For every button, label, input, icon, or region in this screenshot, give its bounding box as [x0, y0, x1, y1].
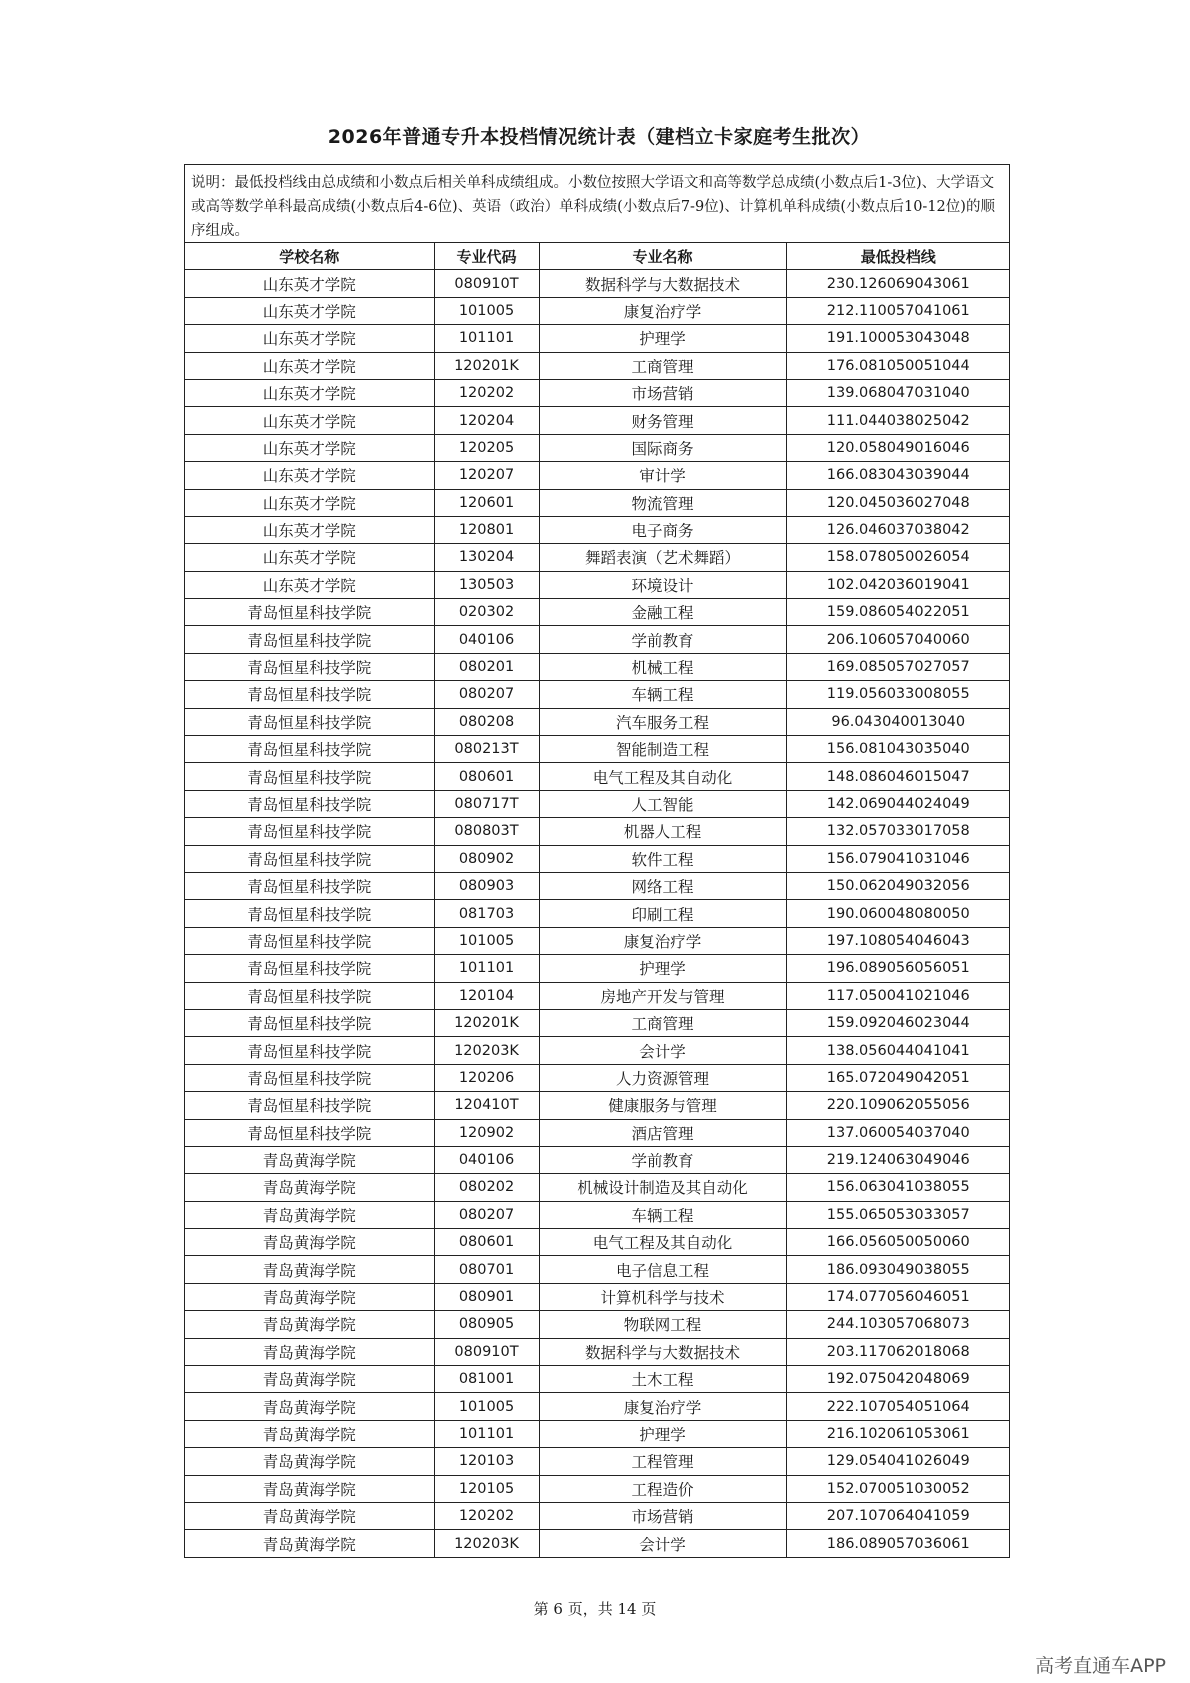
school-name-cell: 青岛恒星科技学院 — [185, 736, 434, 763]
min-score-cell: 119.056033008055 — [786, 681, 1010, 708]
major-code-cell: 120105 — [434, 1475, 539, 1502]
table-row — [185, 790, 1010, 817]
school-name-cell: 山东英才学院 — [185, 297, 434, 324]
table-row — [185, 407, 1010, 434]
min-score-cell: 203.117062018068 — [786, 1338, 1010, 1365]
min-score-cell: 166.083043039044 — [786, 462, 1010, 489]
table-row — [185, 544, 1010, 571]
min-score-cell: 159.086054022051 — [786, 599, 1010, 626]
school-name-cell: 山东英才学院 — [185, 407, 434, 434]
major-code-cell: 120205 — [434, 434, 539, 461]
min-score-cell: 220.109062055056 — [786, 1092, 1010, 1119]
table-row — [185, 1064, 1010, 1091]
major-name-cell: 软件工程 — [539, 845, 786, 872]
major-name-cell: 审计学 — [539, 462, 786, 489]
table-body — [185, 270, 1010, 1557]
major-name-cell: 人工智能 — [539, 790, 786, 817]
table-row — [185, 1475, 1010, 1502]
min-score-cell: 102.042036019041 — [786, 571, 1010, 598]
school-name-cell: 山东英才学院 — [185, 462, 434, 489]
school-name-cell: 青岛黄海学院 — [185, 1201, 434, 1228]
table-row — [185, 434, 1010, 461]
school-name-cell: 青岛恒星科技学院 — [185, 653, 434, 680]
table-row — [185, 1420, 1010, 1447]
major-code-cell: 080601 — [434, 1229, 539, 1256]
school-name-cell: 山东英才学院 — [185, 516, 434, 543]
school-name-cell: 青岛黄海学院 — [185, 1311, 434, 1338]
major-code-cell: 080910T — [434, 270, 539, 297]
table-row — [185, 270, 1010, 297]
major-name-cell: 网络工程 — [539, 872, 786, 899]
table-row — [185, 489, 1010, 516]
school-name-cell: 青岛恒星科技学院 — [185, 1037, 434, 1064]
major-name-cell: 智能制造工程 — [539, 736, 786, 763]
min-score-cell: 111.044038025042 — [786, 407, 1010, 434]
table-row — [185, 681, 1010, 708]
table-row — [185, 872, 1010, 899]
major-name-cell: 汽车服务工程 — [539, 708, 786, 735]
major-name-cell: 电子信息工程 — [539, 1256, 786, 1283]
min-score-cell: 155.065053033057 — [786, 1201, 1010, 1228]
school-name-cell: 青岛恒星科技学院 — [185, 955, 434, 982]
major-name-cell: 电气工程及其自动化 — [539, 1229, 786, 1256]
major-name-cell: 会计学 — [539, 1530, 786, 1557]
table-row — [185, 900, 1010, 927]
min-score-cell: 216.102061053061 — [786, 1420, 1010, 1447]
major-code-cell: 130204 — [434, 544, 539, 571]
table-row — [185, 1502, 1010, 1529]
min-score-cell: 186.093049038055 — [786, 1256, 1010, 1283]
major-name-cell: 印刷工程 — [539, 900, 786, 927]
major-name-cell: 电子商务 — [539, 516, 786, 543]
school-name-cell: 青岛恒星科技学院 — [185, 872, 434, 899]
school-name-cell: 青岛黄海学院 — [185, 1256, 434, 1283]
table-row — [185, 1174, 1010, 1201]
major-code-cell: 080202 — [434, 1174, 539, 1201]
min-score-cell: 191.100053043048 — [786, 325, 1010, 352]
major-code-cell: 080902 — [434, 845, 539, 872]
min-score-cell: 132.057033017058 — [786, 818, 1010, 845]
table-row — [185, 599, 1010, 626]
table-row — [185, 626, 1010, 653]
school-name-cell: 山东英才学院 — [185, 571, 434, 598]
major-code-cell: 080910T — [434, 1338, 539, 1365]
table-row — [185, 818, 1010, 845]
table-row — [185, 1037, 1010, 1064]
major-code-cell: 120203K — [434, 1037, 539, 1064]
major-name-cell: 车辆工程 — [539, 1201, 786, 1228]
major-code-cell: 120207 — [434, 462, 539, 489]
table-row — [185, 1009, 1010, 1036]
major-name-cell: 护理学 — [539, 955, 786, 982]
table-row — [185, 379, 1010, 406]
major-code-cell: 101005 — [434, 927, 539, 954]
school-name-cell: 青岛恒星科技学院 — [185, 1064, 434, 1091]
major-name-cell: 康复治疗学 — [539, 297, 786, 324]
school-name-cell: 山东英才学院 — [185, 489, 434, 516]
table-row — [185, 1283, 1010, 1310]
min-score-cell: 156.079041031046 — [786, 845, 1010, 872]
major-code-cell: 101101 — [434, 325, 539, 352]
major-name-cell: 舞蹈表演（艺术舞蹈） — [539, 544, 786, 571]
min-score-cell: 244.103057068073 — [786, 1311, 1010, 1338]
major-name-cell: 物流管理 — [539, 489, 786, 516]
min-score-cell: 207.107064041059 — [786, 1502, 1010, 1529]
min-score-cell: 169.085057027057 — [786, 653, 1010, 680]
min-score-cell: 174.077056046051 — [786, 1283, 1010, 1310]
major-name-cell: 金融工程 — [539, 599, 786, 626]
major-name-cell: 工商管理 — [539, 352, 786, 379]
min-score-cell: 152.070051030052 — [786, 1475, 1010, 1502]
min-score-cell: 190.060048080050 — [786, 900, 1010, 927]
table-row — [185, 927, 1010, 954]
min-score-cell: 159.092046023044 — [786, 1009, 1010, 1036]
min-score-cell: 137.060054037040 — [786, 1119, 1010, 1146]
table-row — [185, 516, 1010, 543]
school-name-cell: 青岛恒星科技学院 — [185, 763, 434, 790]
table-row — [185, 955, 1010, 982]
min-score-cell: 126.046037038042 — [786, 516, 1010, 543]
major-code-cell: 080208 — [434, 708, 539, 735]
major-name-cell: 计算机科学与技术 — [539, 1283, 786, 1310]
school-name-cell: 青岛黄海学院 — [185, 1229, 434, 1256]
table-row — [185, 845, 1010, 872]
major-code-cell: 080901 — [434, 1283, 539, 1310]
major-code-cell: 101101 — [434, 955, 539, 982]
min-score-cell: 142.069044024049 — [786, 790, 1010, 817]
major-code-cell: 081001 — [434, 1366, 539, 1393]
min-score-cell: 138.056044041041 — [786, 1037, 1010, 1064]
school-name-cell: 青岛黄海学院 — [185, 1393, 434, 1420]
major-code-cell: 080701 — [434, 1256, 539, 1283]
min-score-cell: 120.045036027048 — [786, 489, 1010, 516]
major-name-cell: 康复治疗学 — [539, 1393, 786, 1420]
min-score-cell: 192.075042048069 — [786, 1366, 1010, 1393]
table-row — [185, 1530, 1010, 1557]
school-name-cell: 山东英才学院 — [185, 352, 434, 379]
school-name-cell: 青岛恒星科技学院 — [185, 845, 434, 872]
major-code-cell: 101005 — [434, 297, 539, 324]
major-code-cell: 120202 — [434, 379, 539, 406]
major-code-cell: 080903 — [434, 872, 539, 899]
major-name-cell: 康复治疗学 — [539, 927, 786, 954]
min-score-cell: 222.107054051064 — [786, 1393, 1010, 1420]
table-row — [185, 1366, 1010, 1393]
school-name-cell: 青岛黄海学院 — [185, 1366, 434, 1393]
major-name-cell: 护理学 — [539, 325, 786, 352]
major-name-cell: 酒店管理 — [539, 1119, 786, 1146]
table-row — [185, 1393, 1010, 1420]
major-name-cell: 房地产开发与管理 — [539, 982, 786, 1009]
table-row — [185, 1338, 1010, 1365]
major-code-cell: 040106 — [434, 626, 539, 653]
major-code-cell: 080213T — [434, 736, 539, 763]
header-major-name: 专业名称 — [539, 243, 786, 270]
admission-table — [185, 243, 1010, 1557]
school-name-cell: 青岛恒星科技学院 — [185, 708, 434, 735]
major-code-cell: 120902 — [434, 1119, 539, 1146]
min-score-cell: 120.058049016046 — [786, 434, 1010, 461]
major-name-cell: 机器人工程 — [539, 818, 786, 845]
major-code-cell: 120203K — [434, 1530, 539, 1557]
min-score-cell: 196.089056056051 — [786, 955, 1010, 982]
table-row — [185, 1448, 1010, 1475]
table-row — [185, 571, 1010, 598]
major-code-cell: 101101 — [434, 1420, 539, 1447]
major-name-cell: 工程造价 — [539, 1475, 786, 1502]
school-name-cell: 青岛黄海学院 — [185, 1420, 434, 1447]
table-row — [185, 325, 1010, 352]
major-name-cell: 数据科学与大数据技术 — [539, 270, 786, 297]
major-name-cell: 工程管理 — [539, 1448, 786, 1475]
app-watermark: 高考直通车APP — [1035, 1655, 1166, 1677]
major-code-cell: 080207 — [434, 1201, 539, 1228]
min-score-cell: 219.124063049046 — [786, 1146, 1010, 1173]
major-code-cell: 120202 — [434, 1502, 539, 1529]
school-name-cell: 青岛恒星科技学院 — [185, 790, 434, 817]
min-score-cell: 165.072049042051 — [786, 1064, 1010, 1091]
major-code-cell: 120601 — [434, 489, 539, 516]
major-code-cell: 120104 — [434, 982, 539, 1009]
min-score-cell: 139.068047031040 — [786, 379, 1010, 406]
major-code-cell: 020302 — [434, 599, 539, 626]
major-name-cell: 学前教育 — [539, 1146, 786, 1173]
major-name-cell: 物联网工程 — [539, 1311, 786, 1338]
min-score-cell: 117.050041021046 — [786, 982, 1010, 1009]
major-code-cell: 120103 — [434, 1448, 539, 1475]
table-row — [185, 1119, 1010, 1146]
major-code-cell: 081703 — [434, 900, 539, 927]
school-name-cell: 青岛恒星科技学院 — [185, 1092, 434, 1119]
major-code-cell: 120201K — [434, 1009, 539, 1036]
major-code-cell: 120201K — [434, 352, 539, 379]
school-name-cell: 青岛黄海学院 — [185, 1448, 434, 1475]
school-name-cell: 山东英才学院 — [185, 270, 434, 297]
major-name-cell: 环境设计 — [539, 571, 786, 598]
school-name-cell: 青岛黄海学院 — [185, 1502, 434, 1529]
header-school-name: 学校名称 — [185, 243, 434, 270]
major-name-cell: 车辆工程 — [539, 681, 786, 708]
major-name-cell: 电气工程及其自动化 — [539, 763, 786, 790]
min-score-cell: 166.056050050060 — [786, 1229, 1010, 1256]
major-code-cell: 080207 — [434, 681, 539, 708]
school-name-cell: 青岛恒星科技学院 — [185, 982, 434, 1009]
major-code-cell: 080601 — [434, 763, 539, 790]
major-name-cell: 学前教育 — [539, 626, 786, 653]
major-code-cell: 040106 — [434, 1146, 539, 1173]
school-name-cell: 青岛黄海学院 — [185, 1475, 434, 1502]
major-code-cell: 080905 — [434, 1311, 539, 1338]
major-name-cell: 市场营销 — [539, 379, 786, 406]
table-row — [185, 1092, 1010, 1119]
major-code-cell: 120410T — [434, 1092, 539, 1119]
header-min-score: 最低投档线 — [786, 243, 1010, 270]
table-row — [185, 352, 1010, 379]
major-name-cell: 工商管理 — [539, 1009, 786, 1036]
table-row — [185, 982, 1010, 1009]
min-score-cell: 156.081043035040 — [786, 736, 1010, 763]
major-code-cell: 080201 — [434, 653, 539, 680]
school-name-cell: 青岛恒星科技学院 — [185, 626, 434, 653]
school-name-cell: 青岛恒星科技学院 — [185, 681, 434, 708]
school-name-cell: 青岛黄海学院 — [185, 1283, 434, 1310]
major-code-cell: 120801 — [434, 516, 539, 543]
major-code-cell: 101005 — [434, 1393, 539, 1420]
major-code-cell: 130503 — [434, 571, 539, 598]
min-score-cell: 158.078050026054 — [786, 544, 1010, 571]
major-name-cell: 护理学 — [539, 1420, 786, 1447]
major-code-cell: 080803T — [434, 818, 539, 845]
table-row — [185, 1201, 1010, 1228]
admission-table-sheet — [184, 164, 1010, 1558]
min-score-cell: 156.063041038055 — [786, 1174, 1010, 1201]
school-name-cell: 青岛恒星科技学院 — [185, 927, 434, 954]
major-code-cell: 120206 — [434, 1064, 539, 1091]
min-score-cell: 186.089057036061 — [786, 1530, 1010, 1557]
school-name-cell: 山东英才学院 — [185, 379, 434, 406]
explanation-note: 说明：最低投档线由总成绩和小数点后相关单科成绩组成。小数位按照大学语文和高等数学总成绩(小数点后1-3位)、大学语文或高等数学单科最高成绩(小数点后4-6位)、英语（政治）单科成绩(小数点后7-9位)、计算机单科成绩(小数点后10-12位)的顺序组成。 — [185, 165, 1009, 243]
major-name-cell: 财务管理 — [539, 407, 786, 434]
major-name-cell: 健康服务与管理 — [539, 1092, 786, 1119]
school-name-cell: 青岛恒星科技学院 — [185, 900, 434, 927]
school-name-cell: 山东英才学院 — [185, 434, 434, 461]
table-row — [185, 297, 1010, 324]
min-score-cell: 206.106057040060 — [786, 626, 1010, 653]
min-score-cell: 212.110057041061 — [786, 297, 1010, 324]
min-score-cell: 197.108054046043 — [786, 927, 1010, 954]
table-row — [185, 708, 1010, 735]
min-score-cell: 148.086046015047 — [786, 763, 1010, 790]
major-name-cell: 国际商务 — [539, 434, 786, 461]
school-name-cell: 山东英才学院 — [185, 544, 434, 571]
major-code-cell: 080717T — [434, 790, 539, 817]
major-code-cell: 120204 — [434, 407, 539, 434]
major-name-cell: 数据科学与大数据技术 — [539, 1338, 786, 1365]
school-name-cell: 山东英才学院 — [185, 325, 434, 352]
table-row — [185, 1311, 1010, 1338]
page-title: 2026年普通专升本投档情况统计表（建档立卡家庭考生批次） — [327, 126, 871, 148]
min-score-cell: 150.062049032056 — [786, 872, 1010, 899]
major-name-cell: 人力资源管理 — [539, 1064, 786, 1091]
min-score-cell: 230.126069043061 — [786, 270, 1010, 297]
min-score-cell: 176.081050051044 — [786, 352, 1010, 379]
table-row — [185, 1256, 1010, 1283]
table-row — [185, 736, 1010, 763]
table-row — [185, 763, 1010, 790]
table-header-row — [185, 243, 1010, 270]
major-name-cell: 机械工程 — [539, 653, 786, 680]
school-name-cell: 青岛恒星科技学院 — [185, 818, 434, 845]
school-name-cell: 青岛黄海学院 — [185, 1174, 434, 1201]
table-row — [185, 653, 1010, 680]
major-name-cell: 机械设计制造及其自动化 — [539, 1174, 786, 1201]
table-row — [185, 1229, 1010, 1256]
major-name-cell: 土木工程 — [539, 1366, 786, 1393]
school-name-cell: 青岛恒星科技学院 — [185, 1119, 434, 1146]
header-major-code: 专业代码 — [434, 243, 539, 270]
page-footer: 第 6 页，共 14 页 — [533, 1600, 657, 1618]
major-name-cell: 会计学 — [539, 1037, 786, 1064]
school-name-cell: 青岛恒星科技学院 — [185, 599, 434, 626]
major-name-cell: 市场营销 — [539, 1502, 786, 1529]
table-row — [185, 462, 1010, 489]
school-name-cell: 青岛黄海学院 — [185, 1530, 434, 1557]
school-name-cell: 青岛黄海学院 — [185, 1146, 434, 1173]
min-score-cell: 96.043040013040 — [786, 708, 1010, 735]
table-row — [185, 1146, 1010, 1173]
school-name-cell: 青岛恒星科技学院 — [185, 1009, 434, 1036]
min-score-cell: 129.054041026049 — [786, 1448, 1010, 1475]
school-name-cell: 青岛黄海学院 — [185, 1338, 434, 1365]
